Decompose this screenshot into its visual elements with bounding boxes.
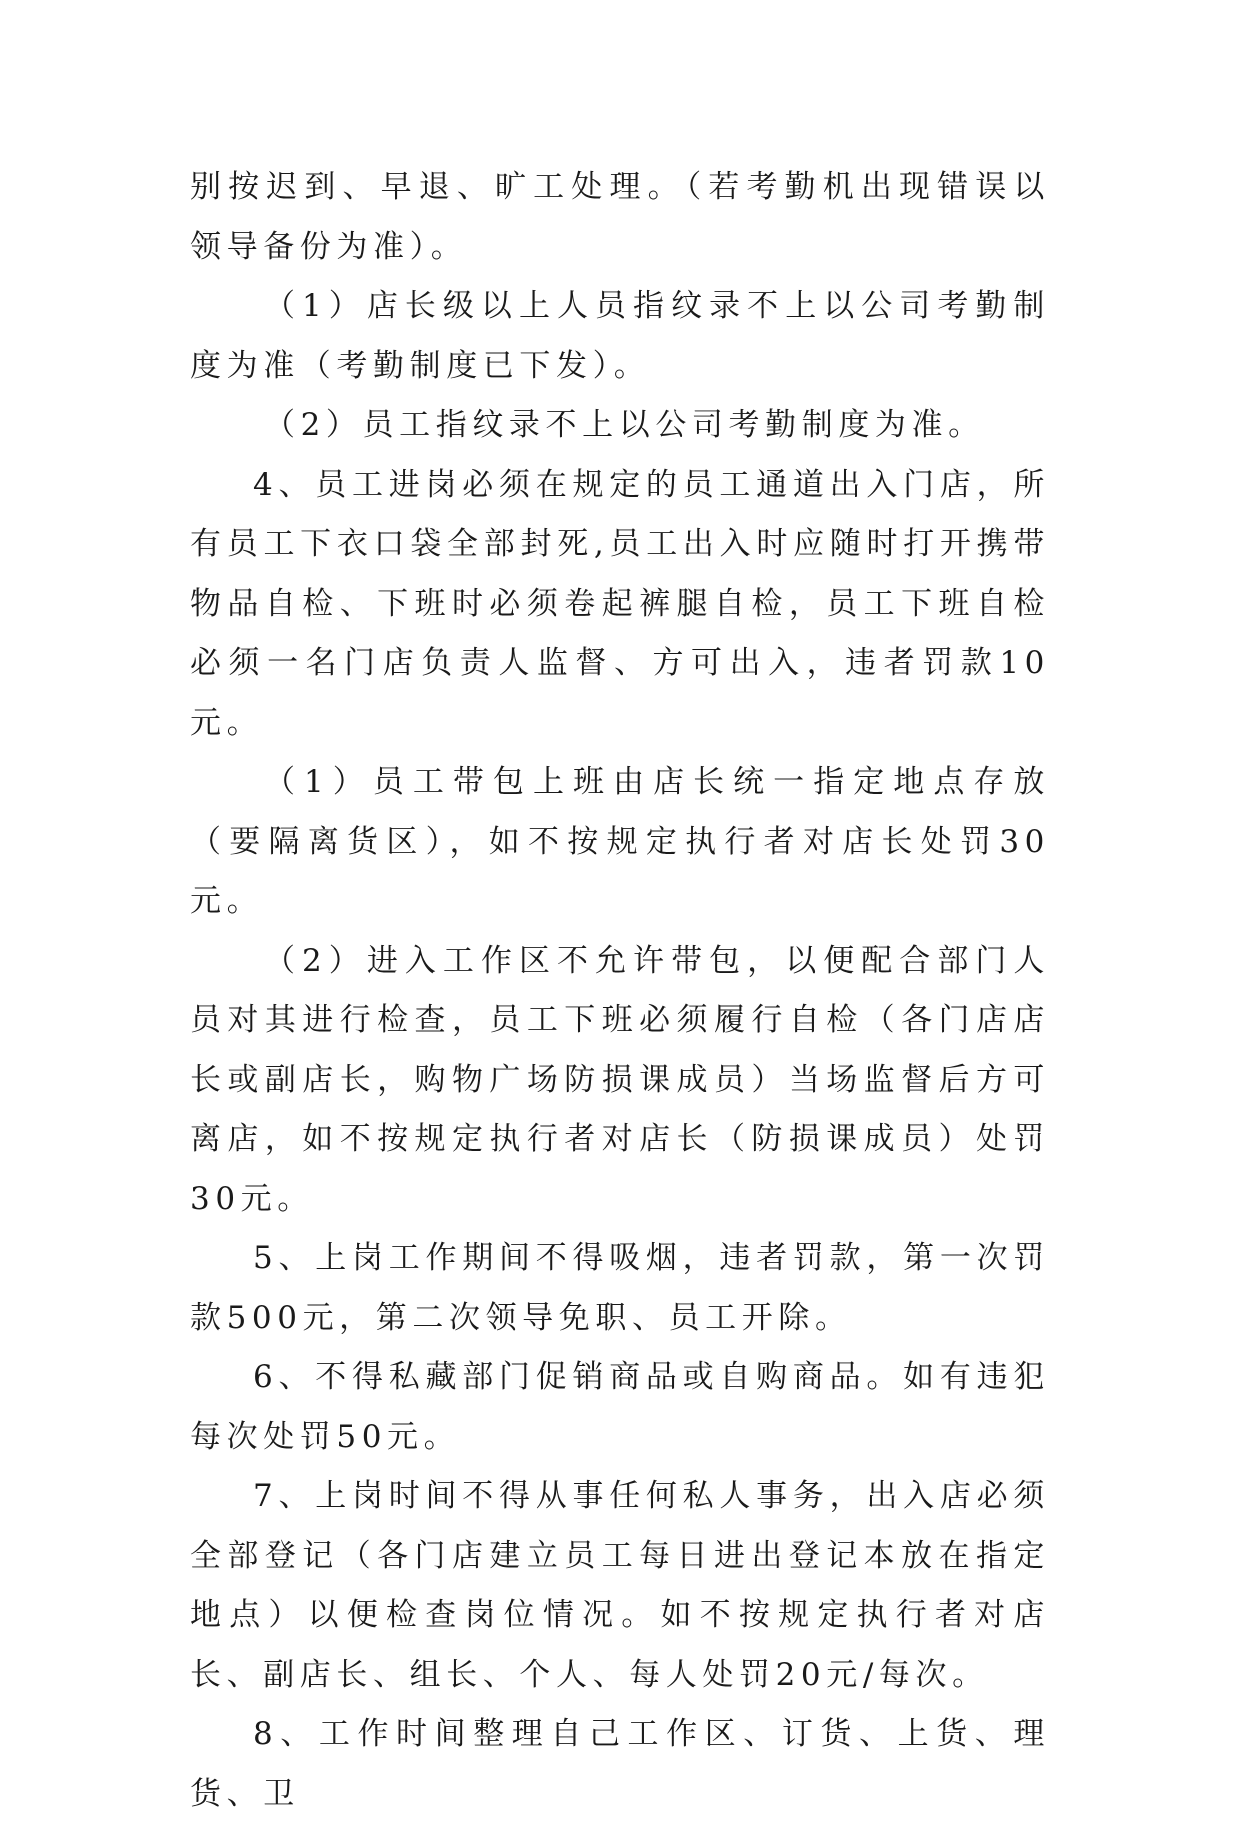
paragraph-rule-5: 5、上岗工作期间不得吸烟，违者罚款，第一次罚款500元，第二次领导免职、员工开除。	[190, 1240, 1050, 1336]
paragraph-item-2-employee-fingerprint: （2）员工指纹录不上以公司考勤制度为准。	[264, 407, 985, 443]
paragraph-rule-7: 7、上岗时间不得从事任何私人事务，出入店必须全部登记（各门店建立员工每日进出登记本放在指定地点）以便检查岗位情况。如不按规定执行者对店长、副店长、组长、个人、每人处罚20元/每次。	[190, 1478, 1050, 1693]
document-body	[190, 158, 1050, 1824]
paragraph-rule-4-item-2: （2）进入工作区不允许带包，以便配合部门人员对其进行检查，员工下班必须履行自检（各门店店长或副店长，购物广场防损课成员）当场监督后方可离店，如不按规定执行者对店长（防损课成员）处罚30元。	[190, 942, 1050, 1217]
paragraph-attendance-continuation: 别按迟到、早退、旷工处理。（若考勤机出现错误以领导备份为准）。	[190, 169, 1050, 265]
paragraph-rule-4: 4、员工进岗必须在规定的员工通道出入门店，所有员工下衣口袋全部封死,员工出入时应随时打开携带物品自检、下班时必须卷起裤腿自检，员工下班自检必须一名门店负责人监督、方可出入，违者罚款10元。	[190, 466, 1050, 741]
paragraph-rule-8: 8、工作时间整理自己工作区、订货、上货、理货、卫	[190, 1716, 1050, 1812]
paragraph-rule-4-item-1: （1）员工带包上班由店长统一指定地点存放（要隔离货区），如不按规定执行者对店长处罚30元。	[190, 764, 1050, 919]
paragraph-item-1-manager-fingerprint: （1）店长级以上人员指纹录不上以公司考勤制度为准（考勤制度已下发）。	[190, 288, 1050, 384]
paragraph-rule-6: 6、不得私藏部门促销商品或自购商品。如有违犯每次处罚50元。	[190, 1359, 1050, 1455]
